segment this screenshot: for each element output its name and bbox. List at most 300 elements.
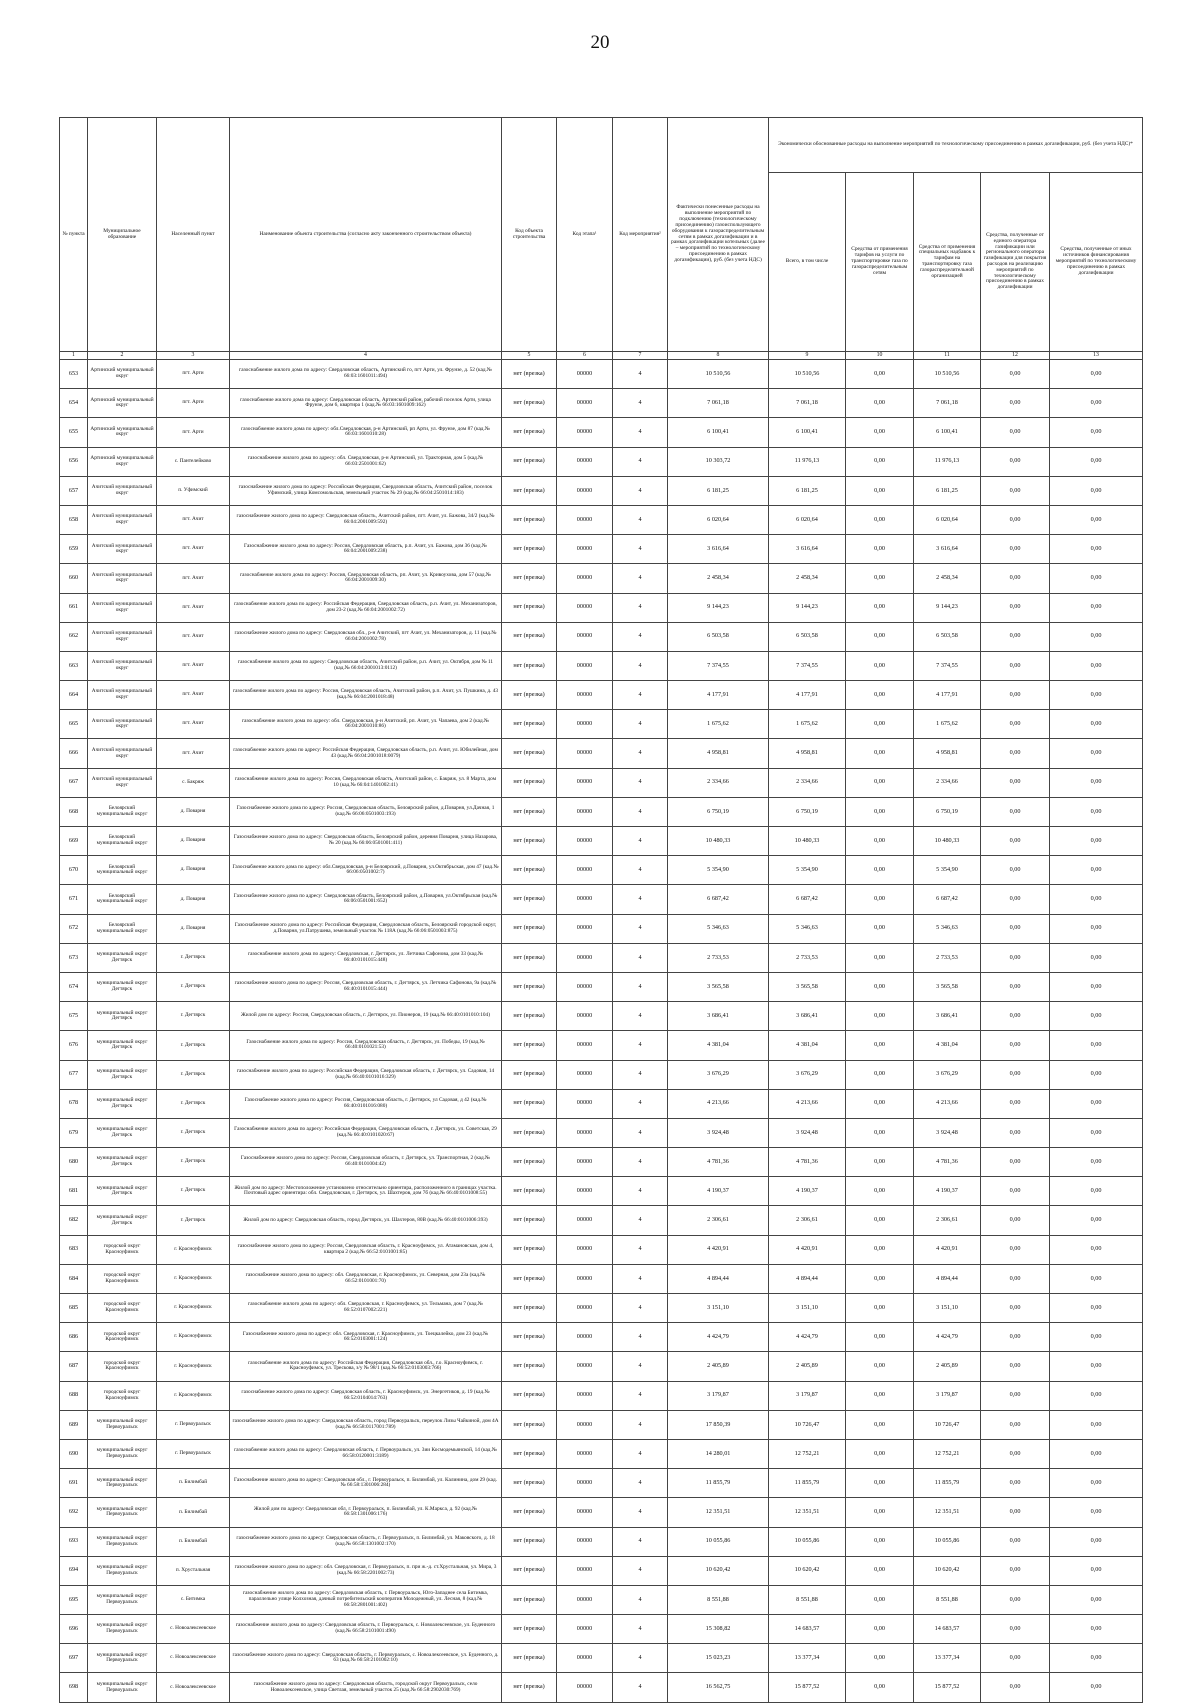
cell-actual-costs: 4 213,66: [668, 1089, 769, 1118]
cell-measure-code: 4: [613, 768, 668, 797]
cell-settlement: г. Дегтярск: [157, 1002, 230, 1031]
cell-operator-funds: 0,00: [981, 1089, 1050, 1118]
cell-row-number: 686: [60, 1323, 88, 1352]
cell-operator-funds: 0,00: [981, 1352, 1050, 1381]
table-row: [60, 710, 1143, 739]
cell-object-code: нет (врезка): [502, 856, 557, 885]
cell-operator-funds: 0,00: [981, 1410, 1050, 1439]
cell-stage-code: 00000: [557, 1089, 613, 1118]
cell-operator-funds: 0,00: [981, 856, 1050, 885]
cell-tariff-funds: 0,00: [846, 1323, 914, 1352]
cell-other-funds: 0,00: [1050, 505, 1143, 534]
cell-other-funds: 0,00: [1050, 593, 1143, 622]
table-row: [60, 914, 1143, 943]
cell-row-number: 657: [60, 476, 88, 505]
cell-municipality: муниципальный округ Первоуральск: [88, 1469, 157, 1498]
cell-stage-code: 00000: [557, 1177, 613, 1206]
cell-object-name: газоснабжение жилого дома по адресу: Российская Федерация, Свердловская область, р.п. Ачит, ул. Юбилейная, дом 43 (кад.№ 66:04:2001018:0079): [230, 739, 502, 768]
cell-total-costs: 4 894,44: [769, 1264, 846, 1293]
cell-surcharge-funds: 5 346,63: [914, 914, 981, 943]
cell-object-name: газоснабжение жилого дома по адресу: обл. Свердловская, г. Красноуфимск, ул. Северная, дом 23а (кад.№ 66:52:0101001:70): [230, 1264, 502, 1293]
cell-object-code: нет (врезка): [502, 681, 557, 710]
cell-total-costs: 3 151,10: [769, 1294, 846, 1323]
cell-actual-costs: 2 405,89: [668, 1352, 769, 1381]
cell-row-number: 678: [60, 1089, 88, 1118]
cell-settlement: г. Первоуральск: [157, 1410, 230, 1439]
cell-object-code: нет (врезка): [502, 1264, 557, 1293]
cell-total-costs: 2 733,53: [769, 943, 846, 972]
cell-other-funds: 0,00: [1050, 1089, 1143, 1118]
cell-actual-costs: 2 733,53: [668, 943, 769, 972]
cell-actual-costs: 6 503,58: [668, 622, 769, 651]
cell-municipality: Артинский муниципальный округ: [88, 447, 157, 476]
cell-operator-funds: 0,00: [981, 768, 1050, 797]
cell-measure-code: 4: [613, 1089, 668, 1118]
cell-other-funds: 0,00: [1050, 914, 1143, 943]
cell-total-costs: 4 958,81: [769, 739, 846, 768]
cell-total-costs: 10 510,56: [769, 360, 846, 389]
cell-other-funds: 0,00: [1050, 1352, 1143, 1381]
cell-stage-code: 00000: [557, 943, 613, 972]
cell-total-costs: 3 924,48: [769, 1118, 846, 1147]
cell-surcharge-funds: 3 676,29: [914, 1060, 981, 1089]
cell-other-funds: 0,00: [1050, 1177, 1143, 1206]
table-row: [60, 827, 1143, 856]
cell-settlement: г. Дегтярск: [157, 1031, 230, 1060]
cell-settlement: г. Красноуфимск: [157, 1235, 230, 1264]
cell-row-number: 687: [60, 1352, 88, 1381]
cell-actual-costs: 5 346,63: [668, 914, 769, 943]
table-row: [60, 1060, 1143, 1089]
cell-measure-code: 4: [613, 681, 668, 710]
cell-total-costs: 1 675,62: [769, 710, 846, 739]
cell-municipality: Ачитский муниципальный округ: [88, 476, 157, 505]
cell-surcharge-funds: 2 458,34: [914, 564, 981, 593]
cell-row-number: 685: [60, 1294, 88, 1323]
table-row: [60, 1323, 1143, 1352]
column-number: 6: [557, 352, 613, 360]
cell-stage-code: 00000: [557, 827, 613, 856]
cell-object-code: нет (врезка): [502, 1089, 557, 1118]
table-row: [60, 1294, 1143, 1323]
cell-settlement: пгт. Ачит: [157, 710, 230, 739]
cell-actual-costs: 6 100,41: [668, 418, 769, 447]
cell-surcharge-funds: 3 565,58: [914, 972, 981, 1001]
cell-object-name: газоснабжение жилого дома по адресу: Свердловская обл., р-н Ачитский, пгт Ачит, ул. Механизаторов, д. 11 (кад.№ 66:04:2001002:78): [230, 622, 502, 651]
cell-settlement: п. Билимбай: [157, 1469, 230, 1498]
table-row: [60, 1089, 1143, 1118]
cell-measure-code: 4: [613, 1556, 668, 1585]
cell-operator-funds: 0,00: [981, 1527, 1050, 1556]
cell-object-code: нет (врезка): [502, 768, 557, 797]
cell-object-name: Газоснабжение жилого дома по адресу: Россия, Свердловская область, г. Дегтярск, ул. Транспортная, 2 (кад.№ 66:40:0101004:42): [230, 1148, 502, 1177]
cell-other-funds: 0,00: [1050, 1644, 1143, 1673]
cell-total-costs: 9 144,23: [769, 593, 846, 622]
cell-actual-costs: 1 675,62: [668, 710, 769, 739]
cell-operator-funds: 0,00: [981, 1615, 1050, 1644]
cell-settlement: г. Дегтярск: [157, 1089, 230, 1118]
cell-object-name: Газоснабжение жилого дома по адресу: Россия, Свердловская область, г. Дегтярск, ул Садовая, д 42 (кад.№ 66:40:0101016:080): [230, 1089, 502, 1118]
cell-measure-code: 4: [613, 1615, 668, 1644]
cell-total-costs: 6 181,25: [769, 476, 846, 505]
cell-surcharge-funds: 3 616,64: [914, 535, 981, 564]
cell-row-number: 658: [60, 505, 88, 534]
cell-object-code: нет (врезка): [502, 505, 557, 534]
cell-surcharge-funds: 4 381,04: [914, 1031, 981, 1060]
cell-measure-code: 4: [613, 389, 668, 418]
cell-tariff-funds: 0,00: [846, 1118, 914, 1147]
cell-object-name: газоснабжение жилого дома по адресу: Россия, Свердловская область, г. Красноуфимск, ул. Атамановская, дом 4, квартира 2 (кад.№ 66:52:0101001:85): [230, 1235, 502, 1264]
cell-surcharge-funds: 12 351,51: [914, 1498, 981, 1527]
cell-object-code: нет (врезка): [502, 739, 557, 768]
cell-object-name: Газоснабжение жилого дома по адресу: обл.Свердловская, р-н Белоярский, д.Поварня, ул.Октябрьская, дом 47 (кад.№ 66:06:0501002:7): [230, 856, 502, 885]
table-row: [60, 360, 1143, 389]
cell-operator-funds: 0,00: [981, 1498, 1050, 1527]
cell-operator-funds: 0,00: [981, 1206, 1050, 1235]
column-number: 5: [502, 352, 557, 360]
cell-municipality: городской округ Красноуфимск: [88, 1323, 157, 1352]
cell-object-name: газоснабжение жилого дома по адресу: Свердловская, г. Дегтярск, ул. Летчика Сафонова, дом 33 (кад.№ 66:40:0101015:448): [230, 943, 502, 972]
cell-municipality: Артинский муниципальный округ: [88, 389, 157, 418]
cell-object-code: нет (врезка): [502, 447, 557, 476]
cell-stage-code: 00000: [557, 1673, 613, 1702]
cell-tariff-funds: 0,00: [846, 827, 914, 856]
cell-total-costs: 10 620,42: [769, 1556, 846, 1585]
cell-row-number: 689: [60, 1410, 88, 1439]
cell-operator-funds: 0,00: [981, 1264, 1050, 1293]
cell-other-funds: 0,00: [1050, 1206, 1143, 1235]
cell-row-number: 688: [60, 1381, 88, 1410]
cell-operator-funds: 0,00: [981, 505, 1050, 534]
cell-measure-code: 4: [613, 476, 668, 505]
cell-actual-costs: 14 280,01: [668, 1439, 769, 1468]
cell-total-costs: 3 686,41: [769, 1002, 846, 1031]
cell-row-number: 663: [60, 651, 88, 680]
cell-total-costs: 6 750,19: [769, 797, 846, 826]
cell-municipality: муниципальный округ Первоуральск: [88, 1439, 157, 1468]
cell-actual-costs: 10 510,56: [668, 360, 769, 389]
cell-measure-code: 4: [613, 710, 668, 739]
cell-other-funds: 0,00: [1050, 564, 1143, 593]
table-row: [60, 972, 1143, 1001]
cell-surcharge-funds: 2 306,61: [914, 1206, 981, 1235]
cell-operator-funds: 0,00: [981, 710, 1050, 739]
cell-settlement: пгт. Ачит: [157, 593, 230, 622]
cell-actual-costs: 4 894,44: [668, 1264, 769, 1293]
cell-municipality: муниципальный округ Дегтярск: [88, 1002, 157, 1031]
cell-settlement: пгт. Арти: [157, 418, 230, 447]
cell-other-funds: 0,00: [1050, 856, 1143, 885]
cell-stage-code: 00000: [557, 914, 613, 943]
cell-object-name: Газоснабжение жилого дома по адресу: Свердловская обл., г. Первоуральск, п. Билимбай, ул. Калинина, дом 29 (кад.№ 66:58:1301006:284): [230, 1469, 502, 1498]
cell-stage-code: 00000: [557, 593, 613, 622]
cell-actual-costs: 6 181,25: [668, 476, 769, 505]
cell-total-costs: 11 855,79: [769, 1469, 846, 1498]
cell-measure-code: 4: [613, 739, 668, 768]
cell-other-funds: 0,00: [1050, 1585, 1143, 1614]
cell-tariff-funds: 0,00: [846, 1644, 914, 1673]
cell-stage-code: 00000: [557, 1439, 613, 1468]
cell-measure-code: 4: [613, 1469, 668, 1498]
cell-stage-code: 00000: [557, 476, 613, 505]
cell-municipality: муниципальный округ Первоуральск: [88, 1585, 157, 1614]
cell-tariff-funds: 0,00: [846, 710, 914, 739]
column-number: 11: [914, 352, 981, 360]
cell-stage-code: 00000: [557, 564, 613, 593]
cell-tariff-funds: 0,00: [846, 1177, 914, 1206]
cell-object-code: нет (врезка): [502, 1031, 557, 1060]
table-row: [60, 1177, 1143, 1206]
cell-operator-funds: 0,00: [981, 739, 1050, 768]
cell-actual-costs: 3 676,29: [668, 1060, 769, 1089]
cell-municipality: Белоярский муниципальный округ: [88, 914, 157, 943]
cell-settlement: пгт. Ачит: [157, 505, 230, 534]
cell-object-name: Газоснабжение жилого дома по адресу: Свердловская область, Белоярский район, д.Поварня, ул.Октябрьская (кад.№ 66:06:0501001:652): [230, 885, 502, 914]
cell-tariff-funds: 0,00: [846, 1002, 914, 1031]
cell-operator-funds: 0,00: [981, 1585, 1050, 1614]
cell-other-funds: 0,00: [1050, 389, 1143, 418]
cell-surcharge-funds: 10 620,42: [914, 1556, 981, 1585]
cell-measure-code: 4: [613, 1498, 668, 1527]
cell-measure-code: 4: [613, 1527, 668, 1556]
cell-settlement: пгт. Ачит: [157, 535, 230, 564]
cell-surcharge-funds: 13 377,34: [914, 1644, 981, 1673]
cell-row-number: 670: [60, 856, 88, 885]
header-stage-code: Код этапа¹: [557, 118, 613, 352]
cell-stage-code: 00000: [557, 1644, 613, 1673]
cell-object-code: нет (врезка): [502, 1410, 557, 1439]
cell-municipality: Ачитский муниципальный округ: [88, 651, 157, 680]
cell-object-code: нет (врезка): [502, 1381, 557, 1410]
cell-operator-funds: 0,00: [981, 943, 1050, 972]
cell-operator-funds: 0,00: [981, 651, 1050, 680]
cell-stage-code: 00000: [557, 885, 613, 914]
cell-object-name: газоснабжение жилого дома по адресу: Свердловская область, г. Первоуральск, Юго-Западнее села Битимка, параллельно улице Колхозная, дачный потребительский кооператив Молодежный, ул. Лесная, 8 (кад.№ 66:58:2801001:402): [230, 1585, 502, 1614]
table-row: [60, 1585, 1143, 1614]
cell-object-code: нет (врезка): [502, 885, 557, 914]
cell-municipality: Ачитский муниципальный округ: [88, 622, 157, 651]
cell-measure-code: 4: [613, 447, 668, 476]
cell-other-funds: 0,00: [1050, 1410, 1143, 1439]
cell-object-code: нет (врезка): [502, 1148, 557, 1177]
table-row: [60, 476, 1143, 505]
table-row: [60, 622, 1143, 651]
cell-municipality: муниципальный округ Первоуральск: [88, 1527, 157, 1556]
cell-row-number: 683: [60, 1235, 88, 1264]
cell-total-costs: 4 190,37: [769, 1177, 846, 1206]
cell-surcharge-funds: 7 374,55: [914, 651, 981, 680]
cell-object-name: газоснабжение жилого дома по адресу: Свердловская область, городской округ Первоуральск, село Новоалексеевское, улица Светлая, земельный участок 25 (кад.№ 66:58:2902030:769): [230, 1673, 502, 1702]
column-number: 12: [981, 352, 1050, 360]
cell-tariff-funds: 0,00: [846, 505, 914, 534]
table-row: [60, 418, 1143, 447]
cell-total-costs: 4 381,04: [769, 1031, 846, 1060]
cell-stage-code: 00000: [557, 622, 613, 651]
cell-surcharge-funds: 15 877,52: [914, 1673, 981, 1702]
cell-settlement: п. Хрустальная: [157, 1556, 230, 1585]
table-row: [60, 1206, 1143, 1235]
cell-settlement: г. Красноуфимск: [157, 1381, 230, 1410]
cell-tariff-funds: 0,00: [846, 1498, 914, 1527]
cell-other-funds: 0,00: [1050, 1148, 1143, 1177]
cell-row-number: 680: [60, 1148, 88, 1177]
cell-row-number: 673: [60, 943, 88, 972]
table-row: [60, 593, 1143, 622]
cell-total-costs: 12 351,51: [769, 1498, 846, 1527]
cell-stage-code: 00000: [557, 856, 613, 885]
cell-other-funds: 0,00: [1050, 1439, 1143, 1468]
cell-object-name: газоснабжение жилого дома по адресу: Свердловская область, Артинский го, пгт Арти, ул. Фрунзе, д. 52 (кад.№ 66:03:1601011:494): [230, 360, 502, 389]
cell-object-name: газоснабжение жилого дома по адресу: Свердловская область, г. Первоуральск, с. Новоалексеевское, ул. Буденного (кад.№ 66:58:2101001:490): [230, 1615, 502, 1644]
cell-surcharge-funds: 6 750,19: [914, 797, 981, 826]
column-number: 8: [668, 352, 769, 360]
cell-object-name: газоснабжение жилого дома по адресу: Россия, Свердловская область, г. Дегтярск, ул. Летчика Сафонова, 9а (кад.№ 66:40:0101015:444): [230, 972, 502, 1001]
cell-stage-code: 00000: [557, 1615, 613, 1644]
cell-municipality: муниципальный округ Первоуральск: [88, 1498, 157, 1527]
cell-row-number: 654: [60, 389, 88, 418]
cell-operator-funds: 0,00: [981, 1002, 1050, 1031]
header-municipality: Муниципальное образование: [88, 118, 157, 352]
cell-object-name: газоснабжение жилого дома по адресу: Свердловская область, г. Первоуральск, ул. 3ии Космодемьянской, 14 (кад.№ 66:58:0120001:3189): [230, 1439, 502, 1468]
cell-actual-costs: 2 306,61: [668, 1206, 769, 1235]
table-row: [60, 447, 1143, 476]
cell-measure-code: 4: [613, 1585, 668, 1614]
column-number: 1: [60, 352, 88, 360]
cell-surcharge-funds: 3 179,87: [914, 1381, 981, 1410]
header-object-code: Код объекта строительства: [502, 118, 557, 352]
cell-object-name: Жилой дом по адресу: Свердловская область, город Дегтярск, ул. Шахтеров, 80В (кад.№ 66:40:0101006:393): [230, 1206, 502, 1235]
cell-municipality: муниципальный округ Дегтярск: [88, 943, 157, 972]
cell-surcharge-funds: 7 061,18: [914, 389, 981, 418]
cell-actual-costs: 6 020,64: [668, 505, 769, 534]
cell-municipality: муниципальный округ Дегтярск: [88, 1206, 157, 1235]
cell-operator-funds: 0,00: [981, 593, 1050, 622]
cell-municipality: Артинский муниципальный округ: [88, 360, 157, 389]
cell-municipality: Ачитский муниципальный округ: [88, 535, 157, 564]
cell-row-number: 653: [60, 360, 88, 389]
cell-row-number: 660: [60, 564, 88, 593]
cell-other-funds: 0,00: [1050, 1527, 1143, 1556]
cell-measure-code: 4: [613, 1177, 668, 1206]
cell-tariff-funds: 0,00: [846, 1469, 914, 1498]
cell-actual-costs: 16 562,75: [668, 1673, 769, 1702]
cell-surcharge-funds: 4 894,44: [914, 1264, 981, 1293]
cell-actual-costs: 6 750,19: [668, 797, 769, 826]
cell-surcharge-funds: 6 181,25: [914, 476, 981, 505]
cell-surcharge-funds: 4 190,37: [914, 1177, 981, 1206]
cell-settlement: п. Билимбай: [157, 1527, 230, 1556]
cell-operator-funds: 0,00: [981, 827, 1050, 856]
cell-object-code: нет (врезка): [502, 1235, 557, 1264]
cell-stage-code: 00000: [557, 1352, 613, 1381]
table-row: [60, 1352, 1143, 1381]
cell-tariff-funds: 0,00: [846, 1585, 914, 1614]
cell-other-funds: 0,00: [1050, 710, 1143, 739]
cell-object-name: Жилой дом по адресу: Свердловская обл, г. Первоуральск, п. Билимбай, ул. К.Маркса, д. 92 (кад.№ 66:58:1301006:176): [230, 1498, 502, 1527]
table-row: [60, 1002, 1143, 1031]
cell-municipality: Белоярский муниципальный округ: [88, 856, 157, 885]
cell-operator-funds: 0,00: [981, 1644, 1050, 1673]
cell-tariff-funds: 0,00: [846, 885, 914, 914]
cell-settlement: г. Красноуфимск: [157, 1264, 230, 1293]
table-row: [60, 1264, 1143, 1293]
cell-surcharge-funds: 5 354,90: [914, 856, 981, 885]
cell-operator-funds: 0,00: [981, 564, 1050, 593]
cell-object-name: Жилой дом по адресу: Местоположение установлено относительно ориентира, расположенного в границах участка. Почтовый адрес ориентира: обл. Свердловская, г. Дегтярск, ул. Шахтеров, дом 7б (кад.№ 66:40:0101008:55): [230, 1177, 502, 1206]
cell-tariff-funds: 0,00: [846, 476, 914, 505]
cell-measure-code: 4: [613, 1031, 668, 1060]
cell-total-costs: 15 877,52: [769, 1673, 846, 1702]
cell-total-costs: 2 306,61: [769, 1206, 846, 1235]
table-row: [60, 739, 1143, 768]
cell-municipality: муниципальный округ Первоуральск: [88, 1644, 157, 1673]
cell-row-number: 665: [60, 710, 88, 739]
cell-tariff-funds: 0,00: [846, 1352, 914, 1381]
cell-settlement: г. Первоуральск: [157, 1439, 230, 1468]
cell-municipality: городской округ Красноуфимск: [88, 1381, 157, 1410]
cell-stage-code: 00000: [557, 1235, 613, 1264]
cell-total-costs: 3 616,64: [769, 535, 846, 564]
cell-tariff-funds: 0,00: [846, 1556, 914, 1585]
cell-settlement: с. Новоалексеевское: [157, 1673, 230, 1702]
cell-stage-code: 00000: [557, 797, 613, 826]
cell-object-name: газоснабжение жилого дома по адресу: Свердловская область, Ачитский район, пгт. Ачит, ул. Бажова, 34/2 (кад.№ 66:04:2001009:592): [230, 505, 502, 534]
cell-surcharge-funds: 2 733,53: [914, 943, 981, 972]
cell-total-costs: 13 377,34: [769, 1644, 846, 1673]
cell-operator-funds: 0,00: [981, 535, 1050, 564]
cell-object-code: нет (врезка): [502, 1002, 557, 1031]
cell-measure-code: 4: [613, 1381, 668, 1410]
cell-actual-costs: 9 144,23: [668, 593, 769, 622]
cell-surcharge-funds: 2 405,89: [914, 1352, 981, 1381]
cell-measure-code: 4: [613, 1060, 668, 1089]
cell-actual-costs: 15 023,23: [668, 1644, 769, 1673]
cell-total-costs: 4 213,66: [769, 1089, 846, 1118]
cell-stage-code: 00000: [557, 389, 613, 418]
cell-object-name: газоснабжение жилого дома по адресу: Россия, Свердловская область, Ачитский район, с. Бакряж, ул. 8 Марта, дом 10 (кад.№ 66:04:1401002:41): [230, 768, 502, 797]
cell-measure-code: 4: [613, 914, 668, 943]
cell-surcharge-funds: 10 480,33: [914, 827, 981, 856]
cell-other-funds: 0,00: [1050, 1469, 1143, 1498]
table-row: [60, 797, 1143, 826]
cell-object-code: нет (врезка): [502, 1118, 557, 1147]
cell-settlement: г. Красноуфимск: [157, 1352, 230, 1381]
cell-tariff-funds: 0,00: [846, 622, 914, 651]
cell-measure-code: 4: [613, 1294, 668, 1323]
cell-settlement: г. Дегтярск: [157, 972, 230, 1001]
cell-operator-funds: 0,00: [981, 1556, 1050, 1585]
cell-tariff-funds: 0,00: [846, 1410, 914, 1439]
cell-row-number: 681: [60, 1177, 88, 1206]
cell-municipality: Белоярский муниципальный округ: [88, 827, 157, 856]
cell-object-name: газоснабжение жилого дома по адресу: Свердловская область, Ачитский район, р.п. Ачит, ул. Октября, дом № 11 (кад.№ 66:04:2001013:0112): [230, 651, 502, 680]
cell-tariff-funds: 0,00: [846, 447, 914, 476]
cell-operator-funds: 0,00: [981, 681, 1050, 710]
cell-tariff-funds: 0,00: [846, 389, 914, 418]
cell-measure-code: 4: [613, 1206, 668, 1235]
cell-tariff-funds: 0,00: [846, 1206, 914, 1235]
column-number: 9: [769, 352, 846, 360]
cell-stage-code: 00000: [557, 739, 613, 768]
cell-object-name: газоснабжение жилого дома по адресу: обл. Свердловская, р-н Ачитский, рп. Ачит, ул. Чапаева, дом 2 (кад.№ 66:04:2001010:86): [230, 710, 502, 739]
header-measure-code: Код мероприятия²: [613, 118, 668, 352]
column-number: 3: [157, 352, 230, 360]
header-settlement: Населенный пункт: [157, 118, 230, 352]
table-row: [60, 1410, 1143, 1439]
cell-object-name: газоснабжение жилого дома по адресу: обл. Свердловская, г. Красноуфимск, ул. Тельмана, дом 7 (кад.№ 66:52:0107002:221): [230, 1294, 502, 1323]
cell-settlement: г. Дегтярск: [157, 943, 230, 972]
cell-operator-funds: 0,00: [981, 1294, 1050, 1323]
